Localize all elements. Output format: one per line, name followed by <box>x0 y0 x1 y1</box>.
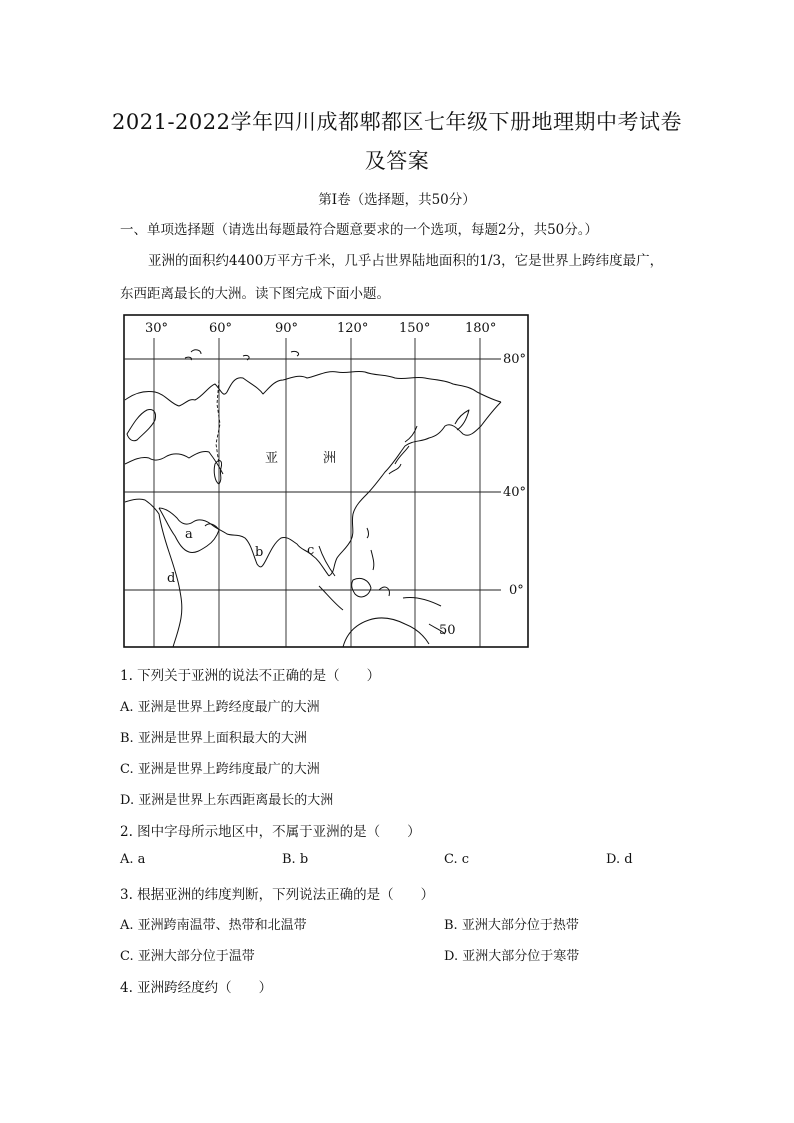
region-label-zhou: 洲 <box>323 451 337 466</box>
question-1-option-d[interactable]: D. 亚洲是世界上东西距离最长的大洲 <box>120 793 334 808</box>
question-1-stem: 1. 下列关于亚洲的说法不正确的是（ ） <box>120 668 381 684</box>
question-4-stem: 4. 亚洲跨经度约（ ） <box>120 980 273 996</box>
question-3-stem: 3. 根据亚洲的纬度判断，下列说法正确的是（ ） <box>120 887 435 903</box>
intro-paragraph-line1: 亚洲的面积约4400万平方千米，几乎占世界陆地面积的1/3，它是世界上跨纬度最广， <box>148 253 664 269</box>
question-2-stem: 2. 图中字母所示地区中，不属于亚洲的是（ ） <box>120 824 421 840</box>
question-3-option-a[interactable]: A. 亚洲跨南温带、热带和北温带 <box>120 918 307 933</box>
point-label-d: d <box>167 571 176 586</box>
map-small-number: 50 <box>439 623 456 638</box>
question-3-option-b[interactable]: B. 亚洲大部分位于热带 <box>444 918 579 933</box>
lat-label-80: 80° <box>503 352 527 367</box>
asia-south-coast <box>159 508 329 576</box>
page-title: 2021-2022学年四川成都郫都区七年级下册地理期中考试卷 <box>112 110 682 134</box>
lon-label-150: 150° <box>399 321 431 336</box>
asia-map-figure <box>123 314 529 648</box>
point-label-a: a <box>185 527 193 542</box>
longitude-labels <box>145 321 496 336</box>
question-1-option-c[interactable]: C. 亚洲是世界上跨纬度最广的大洲 <box>120 762 320 777</box>
arctic-islands <box>185 350 299 360</box>
question-2-option-a[interactable]: A. a <box>120 852 146 867</box>
question-1-option-a[interactable]: A. 亚洲是世界上跨经度最广的大洲 <box>120 700 320 715</box>
lon-label-90: 90° <box>275 321 299 336</box>
asia-north-coast <box>125 371 501 406</box>
question-2-option-c[interactable]: C. c <box>444 852 470 867</box>
point-label-b: b <box>255 545 264 560</box>
intro-paragraph-line2: 东西距离最长的大洲。读下图完成下面小题。 <box>120 286 390 302</box>
kamchatka <box>455 410 469 430</box>
question-3-option-d[interactable]: D. 亚洲大部分位于寒带 <box>444 949 580 964</box>
page-title-continued: 及答案 <box>364 149 430 173</box>
lat-label-40: 40° <box>503 485 527 500</box>
lon-label-60: 60° <box>209 321 233 336</box>
part-subtitle: 第Ⅰ卷（选择题，共50分） <box>318 192 476 208</box>
region-label-ya: 亚 <box>265 451 279 466</box>
lon-label-30: 30° <box>145 321 169 336</box>
lon-label-120: 120° <box>337 321 369 336</box>
taiwan-philippines <box>367 528 374 570</box>
map-frame <box>124 315 528 647</box>
section-heading: 一、单项选择题（请选出每题最符合题意要求的一个选项，每题2分，共50分。） <box>120 222 599 238</box>
australia-coast <box>343 618 429 647</box>
graticule <box>124 338 501 647</box>
coastlines <box>125 350 501 647</box>
japan-islands <box>389 426 417 474</box>
europe-coast <box>125 451 223 474</box>
question-3-option-c[interactable]: C. 亚洲大部分位于温带 <box>120 949 255 964</box>
lat-label-0: 0° <box>509 583 524 598</box>
latitude-labels <box>503 352 526 598</box>
borneo <box>352 578 371 596</box>
lon-label-180: 180° <box>465 321 497 336</box>
point-label-c: c <box>307 543 315 558</box>
scandinavia <box>127 409 156 440</box>
question-2-option-b[interactable]: B. b <box>282 852 309 867</box>
question-2-option-d[interactable]: D. d <box>606 852 633 867</box>
question-1-option-b[interactable]: B. 亚洲是世界上面积最大的大洲 <box>120 731 307 746</box>
